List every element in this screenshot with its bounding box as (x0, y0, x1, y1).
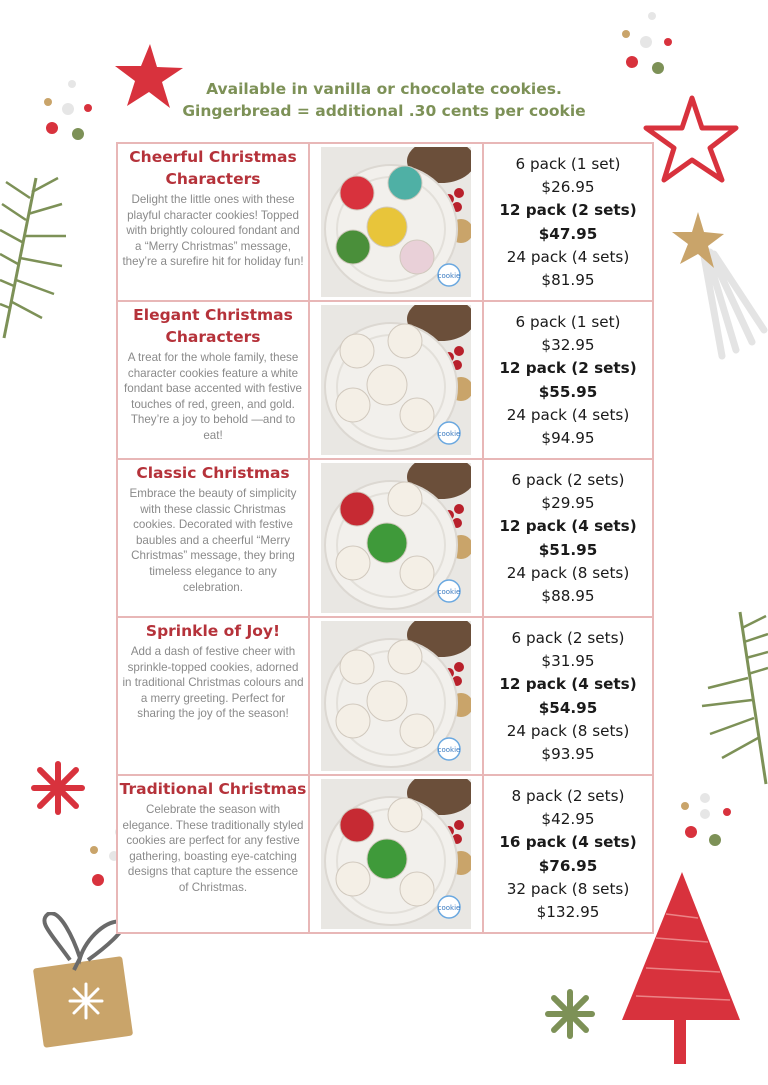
gingerbread-note: Gingerbread = additional .30 cents per cookie (182, 102, 586, 120)
pine-branch-icon (0, 168, 70, 343)
price-list (484, 460, 652, 608)
pack-price: $51.95 (538, 540, 598, 559)
pack-size: 12 pack (2 sets) (499, 201, 637, 220)
pack-price: $94.95 (541, 429, 595, 448)
product-description: A treat for the whole family, these character cookies feature a white fondant base accented with festive touches of red, green, and gold. They’re a joy to behold —and to eat! (124, 351, 302, 442)
product-row (117, 301, 653, 459)
product-photo (321, 463, 471, 613)
product-price-cell (483, 617, 653, 775)
cookie-logo-text: cookie (437, 272, 461, 280)
product-price-cell (483, 301, 653, 459)
red-snowflake-icon (28, 760, 88, 816)
green-snowflake-icon (540, 988, 600, 1040)
pack-size: 12 pack (2 sets) (499, 359, 637, 378)
product-description-cell (117, 617, 309, 775)
product-image-cell (309, 617, 483, 775)
product-row (117, 775, 653, 933)
pack-price: $31.95 (541, 652, 595, 671)
product-row (117, 617, 653, 775)
product-image-cell (309, 775, 483, 933)
pack-price: $54.95 (538, 698, 598, 717)
product-description: Add a dash of festive cheer with sprinkle-topped cookies, adorned in traditional Christmas colours and a merry greeting. Perfect for sharing the joy of the season! (122, 645, 304, 721)
product-photo (321, 305, 471, 455)
pack-size: 24 pack (4 sets) (506, 247, 630, 266)
pack-size: 16 pack (4 sets) (499, 833, 637, 852)
pack-size: 24 pack (8 sets) (506, 721, 630, 740)
pack-size: 24 pack (4 sets) (506, 405, 630, 424)
pack-price: $32.95 (541, 336, 595, 355)
availability-line: Available in vanilla or chocolate cookies. (206, 80, 562, 98)
product-description-cell (117, 143, 309, 301)
product-price-cell (483, 459, 653, 617)
product-title: Elegant Christmas Characters (133, 306, 293, 346)
product-image-cell (309, 301, 483, 459)
pack-size: 8 pack (2 sets) (511, 787, 625, 805)
product-title: Cheerful Christmas Characters (129, 148, 297, 188)
price-list (484, 618, 652, 766)
product-photo (321, 779, 471, 929)
pack-price: $93.95 (541, 745, 595, 764)
product-description-cell (117, 775, 309, 933)
cookie-logo-text: cookie (437, 588, 461, 596)
product-table (116, 142, 654, 934)
product-image-cell (309, 459, 483, 617)
product-description: Delight the little ones with these playful character cookies! Topped with brightly coloured fondant and a “Merry Christmas” message, they’re a surefire hit for holiday fun! (122, 193, 304, 269)
pack-price: $26.95 (541, 178, 595, 197)
shooting-star-icon (666, 210, 768, 360)
price-list (484, 302, 652, 450)
price-list (484, 144, 652, 292)
pack-size: 12 pack (4 sets) (499, 517, 637, 536)
pack-price: $81.95 (541, 271, 595, 290)
pack-size: 12 pack (4 sets) (499, 675, 637, 694)
pack-price: $55.95 (538, 382, 598, 401)
product-row (117, 459, 653, 617)
product-row (117, 143, 653, 301)
product-image-cell (309, 143, 483, 301)
pack-price: $76.95 (538, 856, 598, 875)
pack-price: $47.95 (538, 224, 598, 243)
product-description-cell (117, 459, 309, 617)
pack-price: $132.95 (536, 903, 600, 922)
dots-icon (675, 790, 735, 850)
pack-size: 32 pack (8 sets) (506, 879, 630, 898)
cookie-logo-text: cookie (437, 746, 461, 754)
product-photo (321, 621, 471, 771)
dots-icon (618, 10, 678, 80)
product-title: Sprinkle of Joy! (145, 622, 281, 640)
cookie-logo-text: cookie (437, 904, 461, 912)
product-price-cell (483, 775, 653, 933)
cookie-logo-text: cookie (437, 430, 461, 438)
pack-size: 6 pack (1 set) (515, 155, 621, 173)
pine-branch-icon (700, 608, 768, 788)
pack-size: 6 pack (2 sets) (511, 629, 625, 647)
pack-size: 6 pack (2 sets) (511, 471, 625, 489)
product-price-cell (483, 143, 653, 301)
pack-price: $42.95 (541, 810, 595, 829)
pack-price: $88.95 (541, 587, 595, 606)
pack-size: 24 pack (8 sets) (506, 563, 630, 582)
pack-price: $29.95 (541, 494, 595, 513)
price-list (484, 776, 652, 924)
product-description-cell (117, 301, 309, 459)
product-photo (321, 147, 471, 297)
product-title: Traditional Christmas (119, 780, 307, 798)
product-title: Classic Christmas (136, 464, 290, 482)
product-description: Celebrate the season with elegance. These traditionally styled cookies are perfect for any festive gathering, boasting eye-catching designs that capture the essence of Christmas. (122, 803, 304, 894)
pack-size: 6 pack (1 set) (515, 313, 621, 331)
product-description: Embrace the beauty of simplicity with these classic Christmas cookies. Decorated with festive baubles and a cheerful “Merry Christmas” message, they bring timeless elegance to any celebration. (129, 487, 297, 594)
availability-note (0, 78, 768, 122)
